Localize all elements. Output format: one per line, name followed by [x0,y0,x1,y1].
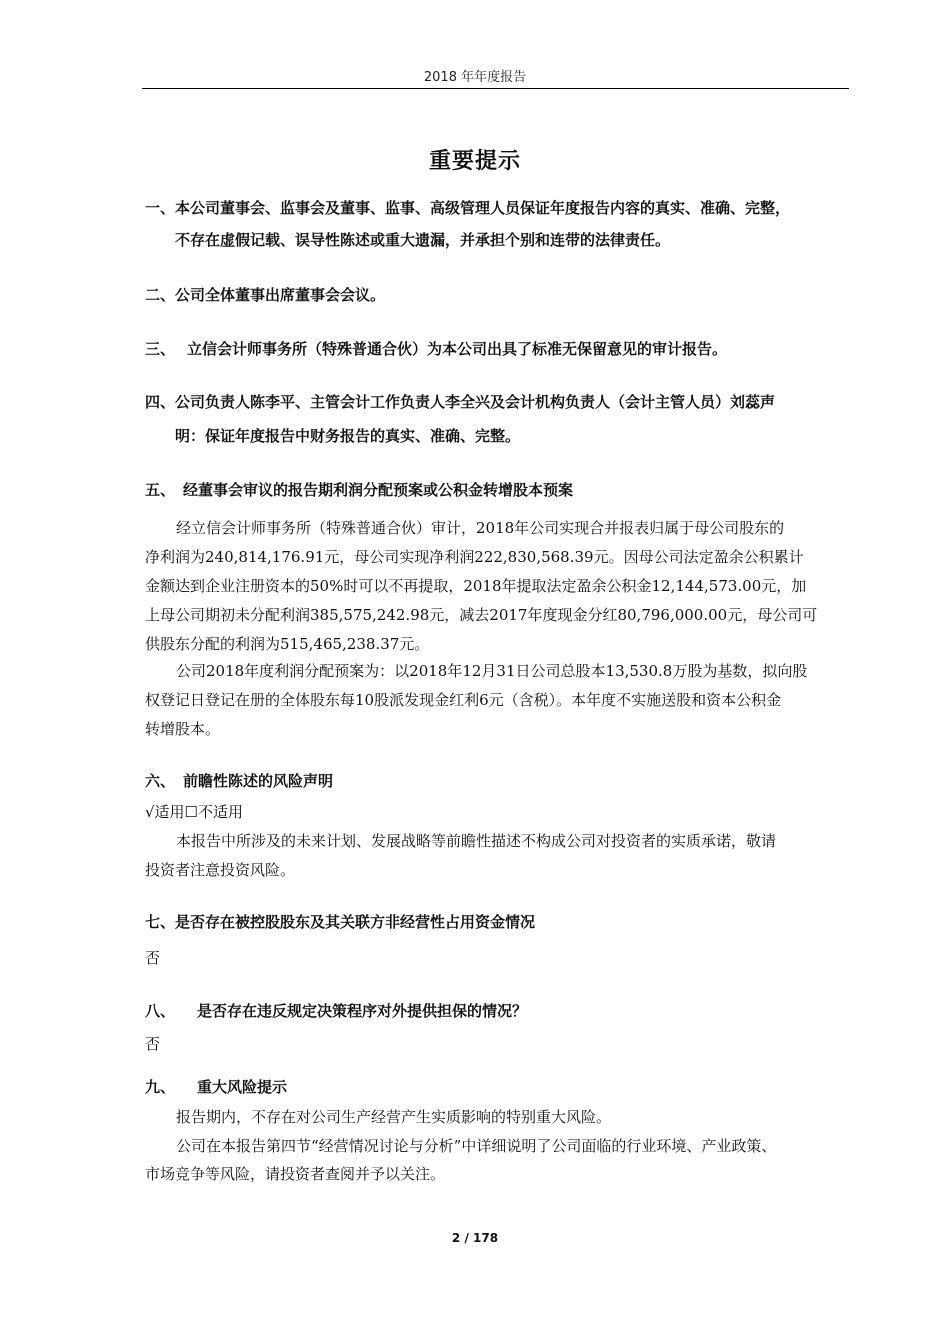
section-9-para-2-line-2: 市场竞争等风险，请投资者查阅并予以关注。 [145,1165,446,1183]
section-5-para-2-line-3: 转增股本。 [145,720,221,738]
section-5-para-1-line-4: 上母公司期初未分配利润385,575,242.98元，减去2017年度现金分红80,796,000.00元，母公司可 [145,606,818,624]
section-9-para-2-line-1: 公司在本报告第四节“经营情况讨论与分析”中详细说明了公司面临的行业环境、产业政策、 [176,1137,777,1155]
section-4-line-1: 四、公司负责人陈李平、主管会计工作负责人李全兴及会计机构负责人（会计主管人员）刘蕊声 [145,393,776,411]
section-3: 三、 立信会计师事务所（特殊普通合伙）为本公司出具了标准无保留意见的审计报告。 [145,340,728,358]
page-title: 重要提示 [428,149,521,174]
section-5-heading: 五、 经董事会审议的报告期利润分配预案或公积金转增股本预案 [145,481,574,499]
section-5-para-1-line-2: 净利润为240,814,176.91元，母公司实现净利润222,830,568.39元。因母公司法定盈余公积累计 [145,548,804,566]
section-5-para-1-line-3: 金额达到企业注册资本的50%时可以不再提取，2018年提取法定盈余公积金12,144,573.00元，加 [145,577,807,595]
section-7-heading: 七、是否存在被控股股东及其关联方非经营性占用资金情况 [145,913,536,931]
section-5-para-2-line-2: 权登记日登记在册的全体股东每10股派发现金红利6元（含税）。本年度不实施送股和资本公积金 [145,691,782,709]
section-1-line-2: 不存在虚假记载、误导性陈述或重大遗漏，并承担个别和连带的法律责任。 [175,231,671,249]
page-number: 2 / 178 [451,1231,499,1245]
section-2: 二、公司全体董事出席董事会会议。 [145,286,386,304]
section-9-para-1: 报告期内，不存在对公司生产经营产生实质影响的特别重大风险。 [176,1108,612,1126]
header-rule [142,88,849,89]
section-6-heading: 六、 前瞻性陈述的风险声明 [145,772,334,790]
section-9-heading: 九、 重大风险提示 [145,1078,288,1096]
section-5-para-1-line-1: 经立信会计师事务所（特殊普通合伙）审计，2018年公司实现合并报表归属于母公司股东的 [176,519,785,537]
section-5-para-1-line-5: 供股东分配的利润为515,465,238.37元。 [145,635,430,653]
applicable-checkbox-status: √适用☐不适用 [145,803,244,821]
section-8-heading: 八、 是否存在违反规定决策程序对外提供担保的情况？ [145,1002,528,1020]
section-6-para-line-2: 投资者注意投资风险。 [145,861,296,879]
running-header: 2018 年年度报告 [423,70,527,85]
section-8-answer: 否 [145,1035,161,1053]
section-5-para-2-line-1: 公司2018年度利润分配预案为：以2018年12月31日公司总股本13,530.8万股为基数，拟向股 [176,662,808,680]
section-1-line-1: 一、本公司董事会、监事会及董事、监事、高级管理人员保证年度报告内容的真实、准确、完整， [145,199,791,217]
section-4-line-2: 明：保证年度报告中财务报告的真实、准确、完整。 [175,427,521,445]
section-7-answer: 否 [145,949,161,967]
section-6-para-line-1: 本报告中所涉及的未来计划、发展战略等前瞻性描述不构成公司对投资者的实质承诺，敬请 [176,832,777,850]
